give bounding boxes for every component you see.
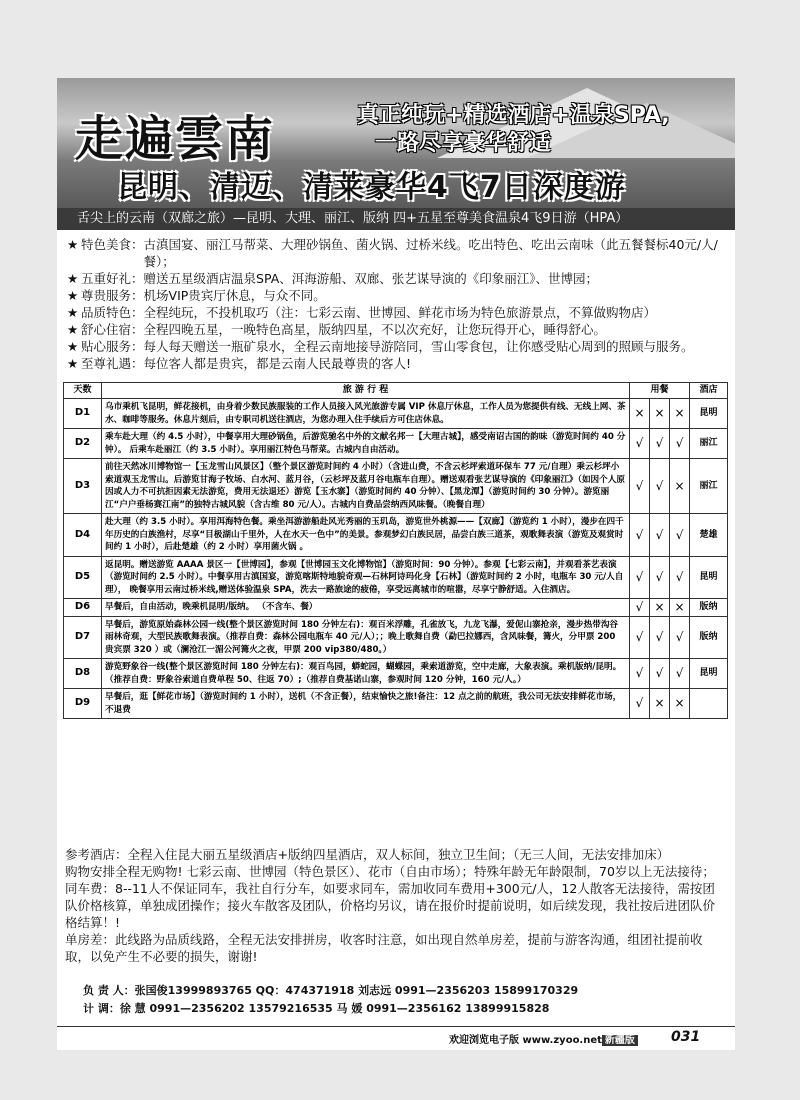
day-itinerary: 前往天然冰川博物馆一【玉龙雪山风景区】（整个景区游览时间约 4 小时）（含进山费，不含云杉坪索道环保车 77 元/自理）乘云杉坪小索道观玉龙雪山。后游览甘海子牧场、白水河、蓝月谷，（云杉坪及蓝月谷电瓶车自理）。赠送观看张艺谋导演的《印象丽江》（如因个人原因或人力不可抗拒因素无法游览，费用无法退还）游览【玉水寨】（游览时间约 40 分钟）、【黑龙潭】（游览时间约 30 分钟）。游览丽江“户户垂杨赛江南”的独特古城风貌（含古维 80 元/人）。古城内自费品尝纳西风味餐。（晚餐自理） bbox=[102, 459, 630, 514]
header-itinerary: 旅 游 行 程 bbox=[102, 383, 630, 399]
header-hotel: 酒店 bbox=[690, 383, 728, 399]
region-badge: 新疆版 bbox=[602, 1035, 638, 1046]
meal-lunch: √ bbox=[650, 616, 670, 659]
hotel-city: 昆明 bbox=[690, 659, 728, 689]
meal-dinner: √ bbox=[670, 514, 690, 557]
meal-dinner: √ bbox=[670, 659, 690, 689]
footer-divider bbox=[57, 1026, 735, 1027]
meal-dinner: √ bbox=[670, 616, 690, 659]
hotel-city: 丽江 bbox=[690, 459, 728, 514]
feature-label: 五重好礼： bbox=[81, 271, 144, 286]
hotel-city: 版纳 bbox=[690, 616, 728, 659]
star-icon: ★ bbox=[67, 339, 79, 354]
slogan-line-2: 一路尽享豪华舒适 bbox=[375, 131, 552, 156]
meal-dinner: √ bbox=[670, 429, 690, 459]
slogan-line-1: 真正纯玩+精选酒店+温泉SPA, bbox=[357, 103, 670, 128]
star-icon: ★ bbox=[67, 237, 79, 252]
star-icon: ★ bbox=[67, 271, 79, 286]
meal-lunch: √ bbox=[650, 659, 670, 689]
star-icon: ★ bbox=[67, 322, 79, 337]
page-number: 031 bbox=[671, 1029, 701, 1045]
day-itinerary: 早餐后，自由活动，晚乘机昆明/版纳。 （不含车、餐） bbox=[102, 599, 630, 617]
itinerary-row bbox=[64, 399, 728, 429]
meal-lunch: × bbox=[650, 399, 670, 429]
feature-list bbox=[67, 236, 727, 372]
terms-notes bbox=[65, 846, 727, 965]
meal-breakfast: √ bbox=[630, 429, 650, 459]
meal-lunch: √ bbox=[650, 429, 670, 459]
footer-website: 欢迎浏览电子版 www.zyoo.net bbox=[449, 1035, 602, 1046]
meal-dinner: × bbox=[670, 689, 690, 719]
day-itinerary: 早餐后，逛【鲜花市场】（游览时间约 1 小时），送机（不含正餐），结束愉快之旅!备注：12 点之前的航班，我公司无法安排鲜花市场，不退费 bbox=[102, 689, 630, 719]
hotel-city: 楚雄 bbox=[690, 514, 728, 557]
day-itinerary: 乌市乘机飞昆明，鲜花接机，由身着少数民族服装的工作人员接入风光旅游专属 VIP 休息厅休息，工作人员为您提供有线、无线上网、茶水、咖啡等服务。休息片刻后，由专职司机送往酒店，为您办理入住手续后方可住店休息。 bbox=[102, 399, 630, 429]
day-label: D2 bbox=[64, 429, 102, 459]
header-banner bbox=[57, 78, 735, 229]
star-icon: ★ bbox=[67, 356, 79, 371]
hotel-city bbox=[690, 689, 728, 719]
star-icon: ★ bbox=[67, 305, 79, 320]
feature-label: 尊贵服务： bbox=[81, 288, 144, 303]
feature-item bbox=[67, 321, 727, 338]
feature-item bbox=[67, 270, 727, 287]
itinerary-row bbox=[64, 514, 728, 557]
note-paragraph: 单房差：此线路为品质线路，全程无法安排拼房，收客时注意，如出现自然单房差，提前与游客沟通，组团社提前收取，以免产生不必要的损失，谢谢! bbox=[65, 932, 703, 964]
day-label: D1 bbox=[64, 399, 102, 429]
contact-info bbox=[83, 982, 723, 1018]
meal-breakfast: √ bbox=[630, 689, 650, 719]
feature-text: 全程四晚五星，一晚特色高星，版纳四星，不以次充好，让您玩得开心，睡得舒心。 bbox=[143, 322, 607, 337]
feature-label: 贴心服务： bbox=[81, 339, 144, 354]
brochure-page bbox=[57, 78, 735, 1050]
header-day: 天数 bbox=[64, 383, 102, 399]
feature-text: 每位客人都是贵宾，都是云南人民最尊贵的客人! bbox=[143, 356, 412, 371]
meal-breakfast: √ bbox=[630, 514, 650, 557]
meal-breakfast: √ bbox=[630, 459, 650, 514]
feature-item bbox=[67, 236, 727, 270]
day-itinerary: 游览野象谷一线(整个景区游览时间 180 分钟左右)：观百鸟园，蟒蛇园，蝴蝶园，乘索道游览，空中走廊，大象表演。乘机版纳/昆明。（推荐自费：野象谷索道自费单程 50、往返 70）;（推荐自费基诺山寨，参观时间 120 分钟，160 元/人。） bbox=[102, 659, 630, 689]
day-label: D7 bbox=[64, 616, 102, 659]
feature-text: 机场VIP贵宾厅休息，与众不同。 bbox=[143, 288, 326, 303]
itinerary-row bbox=[64, 659, 728, 689]
day-label: D3 bbox=[64, 459, 102, 514]
day-itinerary: 乘车赴大理（约 4.5 小时），中餐享用大理砂锅鱼，后游览驰名中外的文献名邦一【大理古城】，感受南诏古国的韵味（游览时间约 40 分钟）。 后乘车赴丽江（约 3.5 小时）。享用丽江特色马帮菜。古城内自由活动。 bbox=[102, 429, 630, 459]
day-label: D5 bbox=[64, 556, 102, 599]
meal-lunch: × bbox=[650, 599, 670, 617]
itinerary-row bbox=[64, 459, 728, 514]
feature-item bbox=[67, 338, 727, 355]
feature-text: 赠送五星级酒店温泉SPA、洱海游船、双廊、张艺谋导演的《印象丽江》、世博园； bbox=[143, 271, 598, 286]
day-itinerary: 早餐后，游览原始森林公园一线(整个景区游览时间 180 分钟左右)：观百米浮雕，孔雀放飞，九龙飞瀑，爱伲山寨抢亲，漫步热带沟谷雨林奇观，大型民族歌舞表演。（推荐自费：森林公园电瓶车 40 元/人）；；晚上歌舞自费（勐巴拉娜西，含风味餐，篝火，分甲票 200 贵宾票 320 ）或（澜沧江一湄公河篝火之夜，甲票 200 vip380/480。） bbox=[102, 616, 630, 659]
meal-lunch: √ bbox=[650, 459, 670, 514]
feature-label: 至尊礼遇： bbox=[81, 356, 144, 371]
feature-item bbox=[67, 304, 727, 321]
meal-breakfast: √ bbox=[630, 556, 650, 599]
meal-breakfast: × bbox=[630, 399, 650, 429]
header-meals: 用餐 bbox=[630, 383, 690, 399]
brand-logo: 走遍雲南 bbox=[75, 111, 276, 167]
itinerary-table bbox=[63, 382, 728, 719]
day-label: D8 bbox=[64, 659, 102, 689]
note-paragraph: 同车费：8--11人不保证同车，我社自行分车，如要求同车，需加收同车费用+300元/人，12人散客无法接待，需按团队价格核算，单独成团操作；接火车散客及团队，价格均另议，请在报价时提前说明，如后续发现，我社按后进团队价格结算！! bbox=[65, 881, 716, 930]
itinerary-row bbox=[64, 556, 728, 599]
meal-dinner: × bbox=[670, 459, 690, 514]
day-itinerary: 返昆明。赠送游览 AAAA 景区一【世博园】，参观【世博园玉文化博物馆】（游览时间：90 分钟）。参观【七彩云南】，并观看茶艺表演（游览时间约 2.5 小时）。中餐享用古滇国宴，游览喀斯特地貌奇观—石林阿诗玛化身【石林】（游览时间约 2 小时，电瓶车 30 元/人自理）， 晚餐享用云南过桥米线,赠送体验温泉 SPA，洗去一路旅途的疲倦，享受远离城市的喧嚣，尽享宁静舒适。入住酒店。 bbox=[102, 556, 630, 599]
tour-title: 昆明、清迈、清莱豪华4飞7日深度游 bbox=[117, 170, 626, 205]
hotel-city: 昆明 bbox=[690, 399, 728, 429]
itinerary-row bbox=[64, 616, 728, 659]
note-paragraph: 参考酒店：全程入住昆大丽五星级酒店+版纳四星酒店，双人标间，独立卫生间；（无三人间，无法安排加床） bbox=[65, 847, 670, 862]
feature-text: 古滇国宴、丽江马帮菜、大理砂锅鱼、菌火锅、过桥米线。吃出特色、吃出云南味（此五餐餐标40元/人/餐）； bbox=[143, 237, 718, 269]
feature-label: 品质特色： bbox=[81, 305, 144, 320]
day-label: D9 bbox=[64, 689, 102, 719]
hotel-city: 昆明 bbox=[690, 556, 728, 599]
contact-line-planners: 计 调：徐 慧 0991—2356202 13579216535 马 媛 0991—2356162 13899915828 bbox=[83, 1002, 550, 1015]
day-itinerary: 赴大理（约 3.5 小时）。享用洱海特色餐。乘坐洱游游船赴风光秀丽的玉玑岛，游览世外桃源——【双廊】（游览约 1 小时），漫步在四千年历史的白族渔村，尽享“目极湖山千里外，人在水天一色中”的美景。参观梦幻白族民居，品尝白族三道茶，观歌舞表演（游览及观赏时间约 1 小时），后赴楚雄（约 2 小时）享用菌火锅 。 bbox=[102, 514, 630, 557]
meal-lunch: √ bbox=[650, 556, 670, 599]
contact-line-managers: 负 责 人：张国俊13999893765 QQ：474371918 刘志远 0991—2356203 15899170329 bbox=[83, 984, 579, 997]
meal-breakfast: √ bbox=[630, 599, 650, 617]
feature-item bbox=[67, 355, 727, 372]
feature-label: 特色美食： bbox=[81, 237, 144, 252]
itinerary-row bbox=[64, 429, 728, 459]
meal-lunch: × bbox=[650, 689, 670, 719]
meal-dinner: × bbox=[670, 399, 690, 429]
meal-dinner: √ bbox=[670, 556, 690, 599]
star-icon: ★ bbox=[67, 288, 79, 303]
note-paragraph: 购物安排全程无购物! 七彩云南、世博园（特色景区）、花市（自由市场）；特殊年龄无年龄限制，70岁以上无法接待； bbox=[65, 864, 715, 879]
itinerary-row bbox=[64, 689, 728, 719]
footer bbox=[449, 1031, 638, 1046]
day-label: D4 bbox=[64, 514, 102, 557]
meal-lunch: √ bbox=[650, 514, 670, 557]
tour-subtitle: 舌尖上的云南（双廊之旅）—昆明、大理、丽江、版纳 四+五星至尊美食温泉4飞9日游（HPA） bbox=[57, 208, 735, 230]
day-label: D6 bbox=[64, 599, 102, 617]
itinerary-row bbox=[64, 599, 728, 617]
meal-dinner: × bbox=[670, 599, 690, 617]
meal-breakfast: √ bbox=[630, 616, 650, 659]
hotel-city: 版纳 bbox=[690, 599, 728, 617]
feature-text: 全程纯玩，不投机取巧（注：七彩云南、世博园、鲜花市场为特色旅游景点，不算做购物店） bbox=[143, 305, 657, 320]
meal-breakfast: √ bbox=[630, 659, 650, 689]
hotel-city: 丽江 bbox=[690, 429, 728, 459]
feature-item bbox=[67, 287, 727, 304]
feature-text: 每人每天赠送一瓶矿泉水，全程云南地接导游陪同，雪山零食包，让你感受贴心周到的照顾与服务。 bbox=[143, 339, 694, 354]
feature-label: 舒心住宿： bbox=[81, 322, 144, 337]
